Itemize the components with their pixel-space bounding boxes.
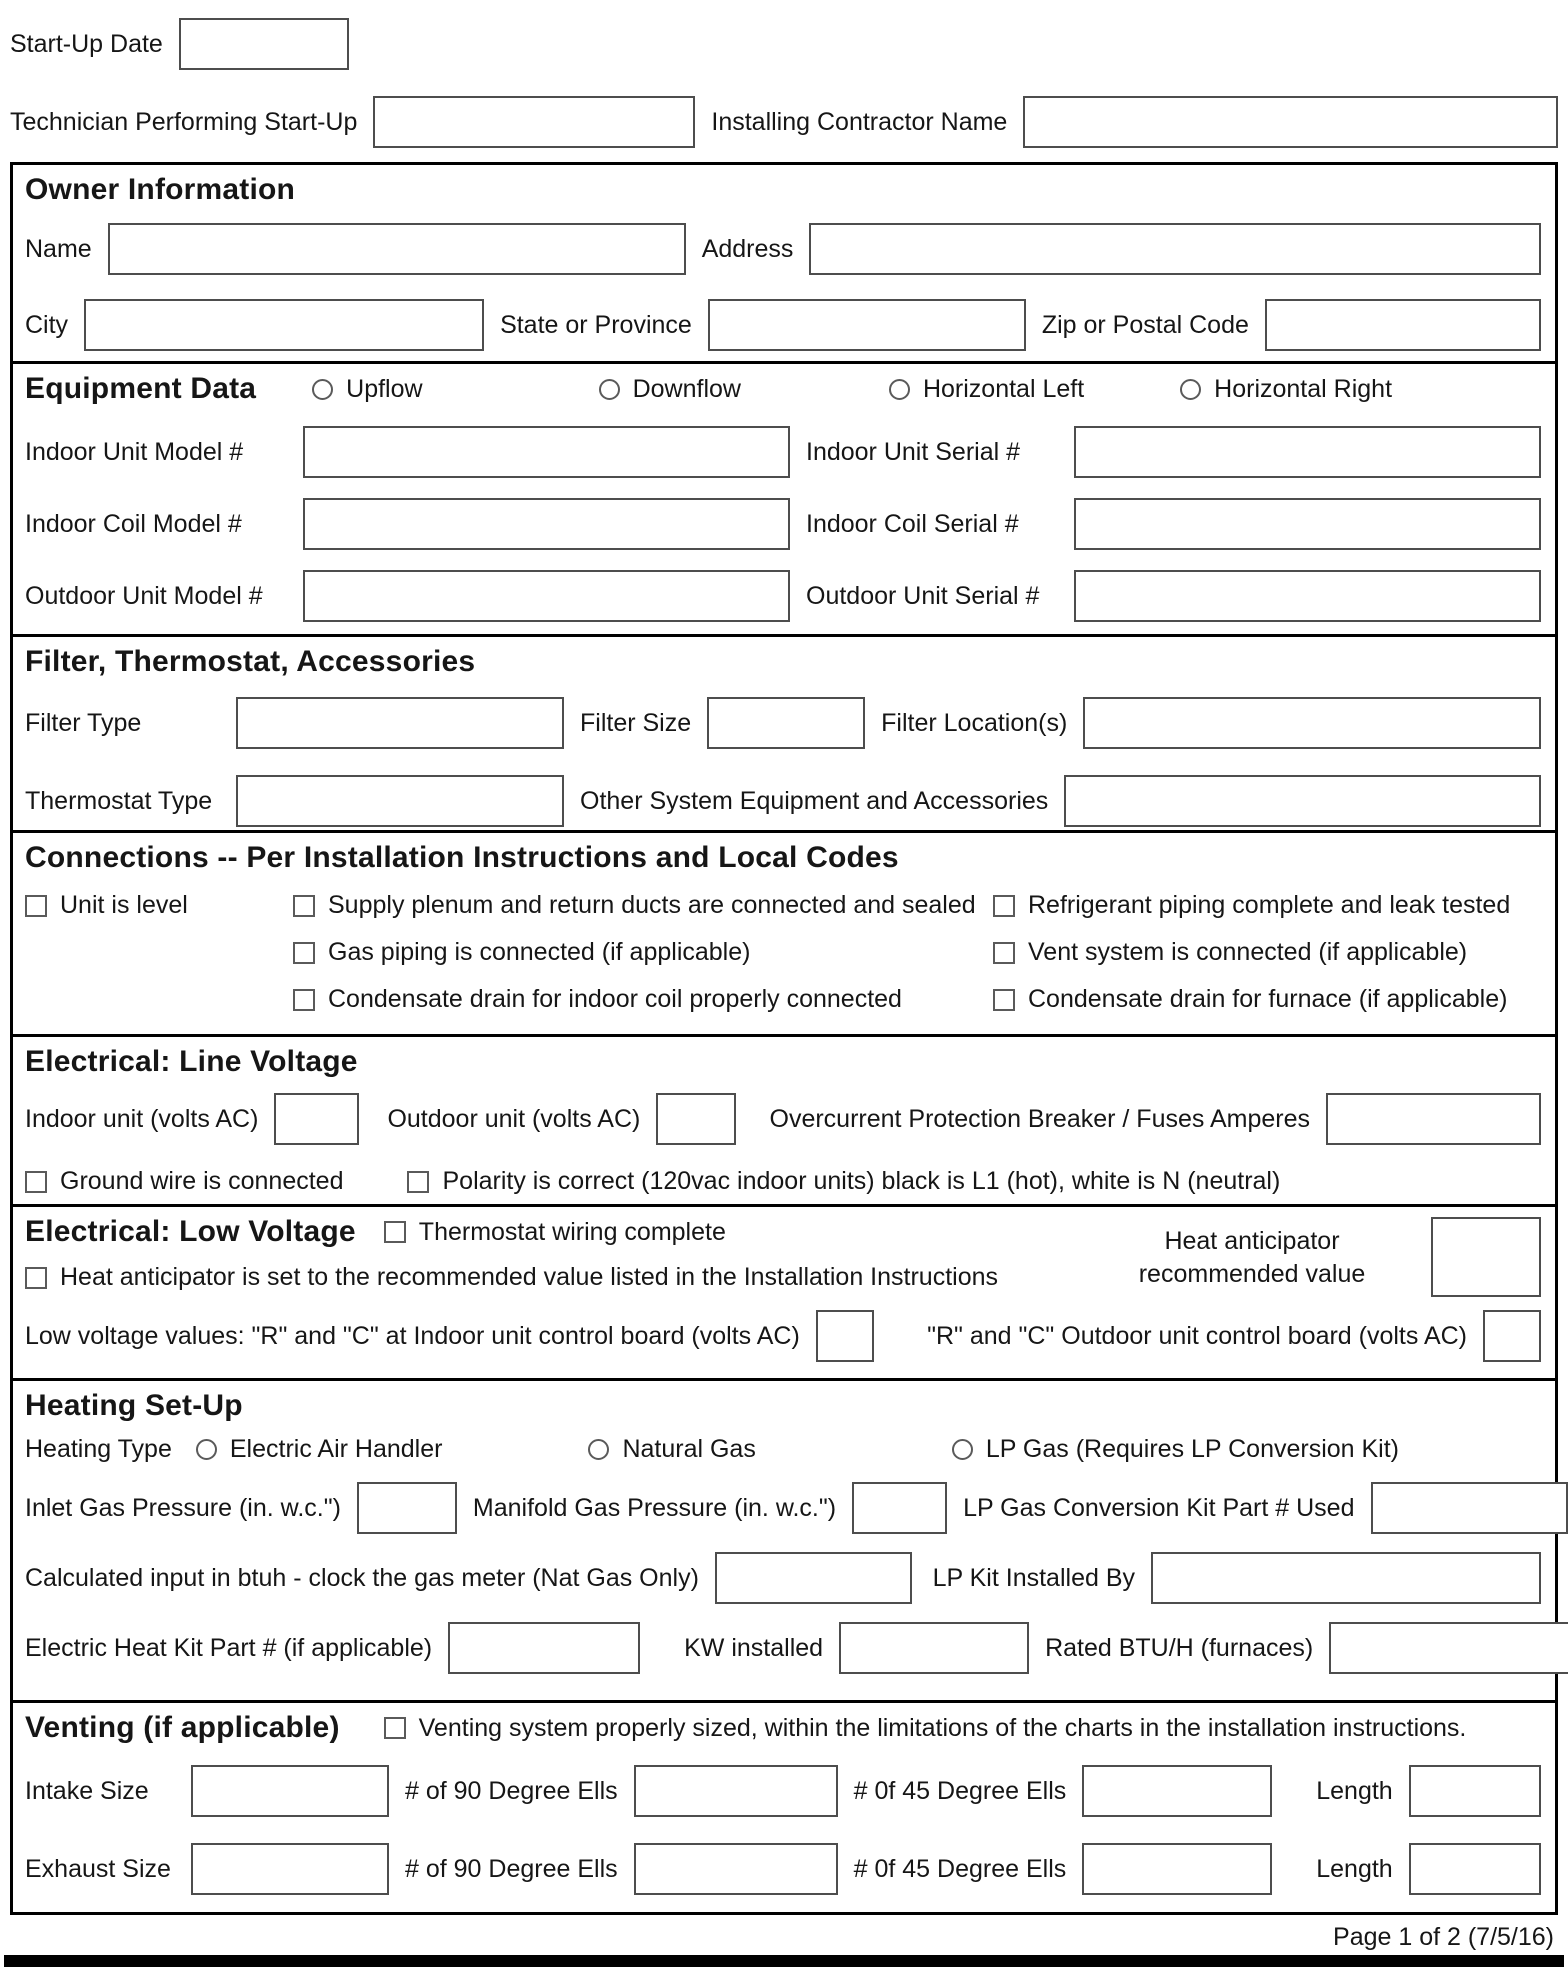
bottom-scan-bar bbox=[4, 1955, 1564, 1967]
indoor-volts-label: Indoor unit (volts AC) bbox=[25, 1104, 259, 1133]
manifold-gas-pressure-input[interactable] bbox=[852, 1482, 947, 1534]
heating-lp-gas-label: LP Gas (Requires LP Conversion Kit) bbox=[985, 1435, 1400, 1463]
refrigerant-piping-checkbox[interactable] bbox=[993, 895, 1015, 917]
venting-title-row bbox=[25, 1711, 1541, 1745]
orientation-downflow-label: Downflow bbox=[632, 374, 741, 403]
contractor-label: Installing Contractor Name bbox=[711, 107, 1008, 136]
gas-piping-checkbox[interactable] bbox=[293, 942, 315, 964]
filter-type-label: Filter Type bbox=[25, 708, 142, 737]
equipment-data-section bbox=[10, 361, 1558, 637]
exhaust-90-ells-label: # of 90 Degree Ells bbox=[405, 1854, 618, 1883]
heating-setup-section bbox=[10, 1378, 1558, 1703]
thermostat-type-label: Thermostat Type bbox=[25, 786, 213, 815]
technician-label: Technician Performing Start-Up bbox=[10, 107, 358, 136]
supply-plenum-checkbox[interactable] bbox=[293, 895, 315, 917]
outdoor-volts-input[interactable] bbox=[656, 1093, 736, 1145]
indoor-coil-model-label: Indoor Coil Model # bbox=[25, 509, 242, 538]
startup-date-input[interactable] bbox=[179, 18, 349, 70]
venting-sized-item bbox=[384, 1714, 1467, 1743]
gas-pressure-row bbox=[25, 1482, 1541, 1534]
connections-section-title: Connections -- Per Installation Instructions and Local Codes bbox=[25, 841, 899, 874]
outdoor-unit-serial-input[interactable] bbox=[1074, 570, 1541, 622]
lp-kit-part-label: LP Gas Conversion Kit Part # Used bbox=[963, 1493, 1355, 1522]
low-voltage-section bbox=[10, 1204, 1558, 1381]
unit-level-item bbox=[25, 891, 293, 920]
intake-size-input[interactable] bbox=[191, 1765, 389, 1817]
intake-size-label: Intake Size bbox=[25, 1776, 149, 1805]
heat-anticipator-set-item bbox=[25, 1263, 998, 1292]
owner-name-label: Name bbox=[25, 234, 92, 263]
intake-45-ells-label: # 0f 45 Degree Ells bbox=[853, 1776, 1067, 1805]
contractor-input[interactable] bbox=[1023, 96, 1558, 148]
orientation-downflow-radio[interactable] bbox=[599, 379, 620, 400]
polarity-checkbox[interactable] bbox=[407, 1171, 429, 1193]
inlet-gas-pressure-input[interactable] bbox=[357, 1482, 457, 1534]
other-equipment-input[interactable] bbox=[1064, 775, 1541, 827]
startup-date-row bbox=[10, 18, 1558, 70]
calculated-input-label: Calculated input in btuh - clock the gas meter (Nat Gas Only) bbox=[25, 1563, 699, 1592]
orientation-horizontal-left-label: Horizontal Left bbox=[922, 374, 1085, 403]
orientation-horizontal-left-radio[interactable] bbox=[889, 379, 910, 400]
orientation-upflow-item bbox=[312, 375, 422, 404]
lp-kit-installed-by-input[interactable] bbox=[1151, 1552, 1541, 1604]
owner-address-label: Address bbox=[701, 234, 794, 263]
condensate-coil-checkbox[interactable] bbox=[293, 989, 315, 1011]
heat-anticipator-set-label: Heat anticipator is set to the recommended value listed in the Installation Instructions bbox=[60, 1263, 999, 1291]
equipment-section-title: Equipment Data bbox=[25, 372, 257, 405]
indoor-unit-model-label: Indoor Unit Model # bbox=[25, 437, 244, 466]
outdoor-volts-label: Outdoor unit (volts AC) bbox=[387, 1104, 641, 1133]
gas-piping-item bbox=[293, 938, 993, 967]
heating-electric-item bbox=[196, 1435, 443, 1464]
refrigerant-piping-item bbox=[993, 891, 1541, 920]
ground-wire-item bbox=[25, 1167, 343, 1196]
electric-heat-kit-input[interactable] bbox=[448, 1622, 640, 1674]
indoor-coil-model-input[interactable] bbox=[303, 498, 790, 550]
filter-thermostat-section bbox=[10, 634, 1558, 833]
heating-lp-gas-radio[interactable] bbox=[952, 1439, 973, 1460]
indoor-unit-serial-input[interactable] bbox=[1074, 426, 1541, 478]
owner-address-input[interactable] bbox=[809, 223, 1541, 275]
owner-information-section bbox=[10, 162, 1558, 364]
filter-location-label: Filter Location(s) bbox=[881, 708, 1068, 737]
orientation-upflow-radio[interactable] bbox=[312, 379, 333, 400]
rated-btu-input[interactable] bbox=[1329, 1622, 1568, 1674]
exhaust-length-input[interactable] bbox=[1409, 1843, 1541, 1895]
vent-system-item bbox=[993, 938, 1541, 967]
polarity-item bbox=[407, 1167, 1280, 1196]
heating-natural-gas-label: Natural Gas bbox=[622, 1435, 756, 1463]
ground-wire-label: Ground wire is connected bbox=[60, 1167, 344, 1195]
heating-natural-gas-item bbox=[588, 1435, 755, 1464]
heat-anticipator-set-checkbox[interactable] bbox=[25, 1267, 47, 1289]
vent-system-checkbox[interactable] bbox=[993, 942, 1015, 964]
other-equipment-label: Other System Equipment and Accessories bbox=[580, 786, 1049, 815]
filter-type-input[interactable] bbox=[236, 697, 564, 749]
owner-name-input[interactable] bbox=[108, 223, 686, 275]
condensate-coil-label: Condensate drain for indoor coil properly connected bbox=[328, 985, 902, 1013]
orientation-horizontal-left-item bbox=[889, 375, 1084, 404]
orientation-horizontal-right-label: Horizontal Right bbox=[1214, 374, 1393, 403]
owner-name-row bbox=[25, 223, 1541, 275]
lv-indoor-input[interactable] bbox=[816, 1310, 874, 1362]
supply-plenum-item bbox=[293, 891, 993, 920]
heating-natural-gas-radio[interactable] bbox=[588, 1439, 609, 1460]
indoor-unit-model-input[interactable] bbox=[303, 426, 790, 478]
filter-location-input[interactable] bbox=[1083, 697, 1541, 749]
thermostat-wiring-checkbox[interactable] bbox=[384, 1221, 406, 1243]
indoor-coil-row bbox=[25, 498, 1541, 550]
condensate-coil-item bbox=[293, 985, 993, 1014]
exhaust-90-ells-input[interactable] bbox=[634, 1843, 838, 1895]
line-voltage-section-title: Electrical: Line Voltage bbox=[25, 1045, 358, 1078]
owner-zip-input[interactable] bbox=[1265, 299, 1541, 351]
unit-level-label: Unit is level bbox=[60, 891, 188, 919]
footer-row bbox=[10, 1923, 1558, 1952]
orientation-upflow-label: Upflow bbox=[346, 374, 423, 403]
line-voltage-checks-row bbox=[25, 1167, 1541, 1196]
outdoor-unit-model-input[interactable] bbox=[303, 570, 790, 622]
indoor-coil-serial-label: Indoor Coil Serial # bbox=[806, 509, 1019, 538]
intake-45-ells-input[interactable] bbox=[1082, 1765, 1272, 1817]
orientation-horizontal-right-radio[interactable] bbox=[1180, 379, 1201, 400]
owner-city-label: City bbox=[25, 310, 69, 339]
exhaust-size-label: Exhaust Size bbox=[25, 1854, 171, 1883]
owner-section-title: Owner Information bbox=[25, 173, 296, 206]
exhaust-45-ells-input[interactable] bbox=[1082, 1843, 1272, 1895]
owner-zip-label: Zip or Postal Code bbox=[1041, 310, 1249, 339]
intake-length-label: Length bbox=[1316, 1776, 1393, 1805]
filter-size-input[interactable] bbox=[707, 697, 865, 749]
technician-row bbox=[10, 96, 1558, 148]
equipment-title-row bbox=[25, 372, 1541, 406]
condensate-furnace-label: Condensate drain for furnace (if applicable) bbox=[1028, 985, 1508, 1013]
condensate-furnace-item bbox=[993, 985, 1541, 1014]
owner-city-row bbox=[25, 299, 1541, 351]
outdoor-unit-serial-label: Outdoor Unit Serial # bbox=[806, 581, 1040, 610]
gas-piping-label: Gas piping is connected (if applicable) bbox=[328, 938, 751, 966]
technician-input[interactable] bbox=[373, 96, 695, 148]
exhaust-row bbox=[25, 1843, 1541, 1895]
vent-system-label: Vent system is connected (if applicable) bbox=[1028, 938, 1468, 966]
heating-section-title: Heating Set-Up bbox=[25, 1389, 243, 1422]
venting-section-title: Venting (if applicable) bbox=[25, 1711, 340, 1744]
heating-type-row bbox=[25, 1435, 1541, 1464]
exhaust-size-input[interactable] bbox=[191, 1843, 389, 1895]
page-footer: Page 1 of 2 (7/5/16) bbox=[1333, 1923, 1554, 1951]
startup-date-label: Start-Up Date bbox=[10, 29, 163, 58]
filter-row bbox=[25, 697, 1541, 749]
venting-sized-label: Venting system properly sized, within the limitations of the charts in the installation instructions. bbox=[418, 1713, 1467, 1742]
heat-anticipator-value-input[interactable] bbox=[1431, 1217, 1541, 1297]
calculated-input-row bbox=[25, 1552, 1541, 1604]
heat-anticipator-value-label: Heat anticipator recommended value bbox=[1138, 1227, 1366, 1288]
refrigerant-piping-label: Refrigerant piping complete and leak tested bbox=[1028, 891, 1511, 919]
low-voltage-values-row bbox=[25, 1310, 1541, 1362]
supply-plenum-label: Supply plenum and return ducts are connected and sealed bbox=[328, 891, 976, 919]
kw-installed-input[interactable] bbox=[839, 1622, 1029, 1674]
exhaust-length-label: Length bbox=[1316, 1854, 1393, 1883]
ground-wire-checkbox[interactable] bbox=[25, 1171, 47, 1193]
owner-state-label: State or Province bbox=[500, 310, 692, 339]
owner-state-input[interactable] bbox=[708, 299, 1026, 351]
outdoor-unit-row bbox=[25, 570, 1541, 622]
orientation-horizontal-right-item bbox=[1180, 375, 1392, 404]
overcurrent-amperes-input[interactable] bbox=[1326, 1093, 1541, 1145]
thermostat-row bbox=[25, 775, 1541, 827]
unit-level-checkbox[interactable] bbox=[25, 895, 47, 917]
lv-indoor-label: Low voltage values: "R" and "C" at Indoor unit control board (volts AC) bbox=[25, 1321, 800, 1350]
thermostat-wiring-label: Thermostat wiring complete bbox=[418, 1217, 726, 1246]
heating-electric-radio[interactable] bbox=[196, 1439, 217, 1460]
outdoor-unit-model-label: Outdoor Unit Model # bbox=[25, 581, 263, 610]
line-voltage-section bbox=[10, 1034, 1558, 1207]
thermostat-type-input[interactable] bbox=[236, 775, 564, 827]
intake-length-input[interactable] bbox=[1409, 1765, 1541, 1817]
lv-outdoor-input[interactable] bbox=[1483, 1310, 1541, 1362]
rated-btu-label: Rated BTU/H (furnaces) bbox=[1045, 1633, 1314, 1662]
polarity-label: Polarity is correct (120vac indoor units) black is L1 (hot), white is N (neutral) bbox=[442, 1167, 1281, 1195]
exhaust-45-ells-label: # 0f 45 Degree Ells bbox=[853, 1854, 1067, 1883]
orientation-downflow-item bbox=[599, 375, 741, 404]
thermostat-wiring-item bbox=[384, 1218, 726, 1247]
indoor-unit-row bbox=[25, 426, 1541, 478]
heating-electric-label: Electric Air Handler bbox=[229, 1435, 443, 1463]
intake-90-ells-input[interactable] bbox=[634, 1765, 838, 1817]
lp-kit-part-input[interactable] bbox=[1371, 1482, 1568, 1534]
lp-kit-installed-by-label: LP Kit Installed By bbox=[932, 1563, 1135, 1592]
lv-outdoor-label: "R" and "C" Outdoor unit control board (volts AC) bbox=[927, 1321, 1467, 1350]
inlet-gas-pressure-label: Inlet Gas Pressure (in. w.c.") bbox=[25, 1493, 341, 1522]
electric-heat-kit-label: Electric Heat Kit Part # (if applicable) bbox=[25, 1633, 433, 1662]
overcurrent-label: Overcurrent Protection Breaker / Fuses Amperes bbox=[769, 1104, 1310, 1133]
heating-type-label: Heating Type bbox=[25, 1435, 172, 1463]
venting-sized-checkbox[interactable] bbox=[384, 1717, 406, 1739]
venting-section bbox=[10, 1700, 1558, 1915]
calculated-input-btuh-input[interactable] bbox=[715, 1552, 912, 1604]
manifold-gas-pressure-label: Manifold Gas Pressure (in. w.c.") bbox=[472, 1493, 837, 1522]
connections-section bbox=[10, 830, 1558, 1037]
intake-90-ells-label: # of 90 Degree Ells bbox=[405, 1776, 618, 1805]
intake-row bbox=[25, 1765, 1541, 1817]
low-voltage-section-title: Electrical: Low Voltage bbox=[25, 1215, 356, 1248]
kw-installed-label: KW installed bbox=[684, 1633, 824, 1662]
indoor-volts-input[interactable] bbox=[274, 1093, 359, 1145]
owner-city-input[interactable] bbox=[84, 299, 484, 351]
line-voltage-values-row bbox=[25, 1093, 1541, 1145]
connections-grid bbox=[25, 891, 1541, 1014]
electric-heat-kit-row bbox=[25, 1622, 1541, 1674]
heating-lp-gas-item bbox=[952, 1435, 1399, 1464]
indoor-unit-serial-label: Indoor Unit Serial # bbox=[806, 437, 1021, 466]
filter-size-label: Filter Size bbox=[580, 708, 692, 737]
indoor-coil-serial-input[interactable] bbox=[1074, 498, 1541, 550]
condensate-furnace-checkbox[interactable] bbox=[993, 989, 1015, 1011]
filter-section-title: Filter, Thermostat, Accessories bbox=[25, 645, 476, 678]
